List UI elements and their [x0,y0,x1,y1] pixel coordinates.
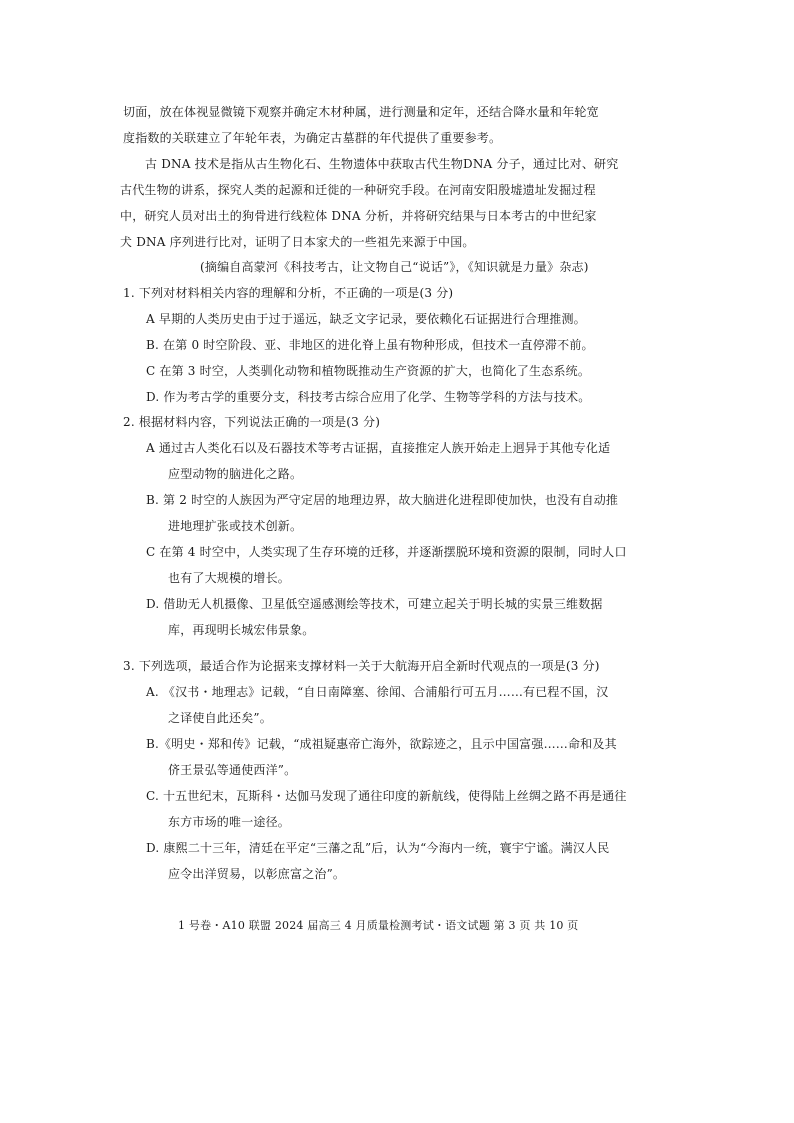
passage-line: 切面，放在体视显微镜下观察并确定木材种属，进行测量和定年，还结合降水量和年轮宽 [123,105,599,119]
passage-line: 古 DNA 技术是指从古生物化石、生物遗体中获取古代生物DNA 分子，通过比对、研究 [145,157,619,171]
question-1-option-a: A 早期的人类历史由于过于遥远，缺乏文字记录，要依赖化石证据进行合理推测。 [146,312,586,326]
question-2-option-a-cont: 应型动物的脑进化之路。 [168,467,303,481]
question-3-option-a: A. 《汉书・地理志》记载，“自日南障塞、徐闻、合浦船行可五月……有已程不国，汉 [146,685,609,699]
passage-line: 度指数的关联建立了年轮年表，为确定古墓群的年代提供了重要参考。 [123,131,502,145]
question-1-option-b: B. 在第 0 时空阶段、亚、非地区的进化脊上虽有物种形成，但技术一直停滞不前。 [146,338,594,352]
question-3-option-d: D. 康熙二十三年，清廷在平定“三藩之乱”后，认为“今海内一统，寰宇宁谧。满汉人民 [146,841,610,855]
question-3-option-c: C. 十五世纪末，瓦斯科・达伽马发现了通往印度的新航线，使得陆上丝绸之路不再是通往 [146,789,627,803]
question-3-option-a-cont: 之译使自此还矣”。 [168,711,272,725]
passage-line: 犬 DNA 序列进行比对，证明了日本家犬的一些祖先来源于中国。 [120,235,475,249]
question-3-option-b-cont: 侪王景弘等通使西洋”。 [168,763,297,777]
question-2-option-b-cont: 进地理扩张或技术创新。 [168,519,303,533]
question-1-option-c: C 在第 3 时空，人类驯化动物和植物既推动生产资源的扩大，也简化了生态系统。 [146,364,591,378]
question-2-stem: 2. 根据材料内容，下列说法正确的一项是(3 分) [123,415,381,429]
question-2-option-c-cont: 也有了大规模的增长。 [168,571,291,585]
question-3-option-b: B.《明史・郑和传》记载，“成祖疑惠帝亡海外，欲踪迹之，且示中国富强……命和及其 [146,737,617,751]
question-2-option-a: A 通过古人类化石以及石器技术等考古证据，直接推定人族开始走上迥异于其他专化适 [146,441,611,455]
question-3-option-c-cont: 东方市场的唯一途径。 [168,815,291,829]
question-1-option-d: D. 作为考古学的重要分支，科技考古综合应用了化学、生物等学科的方法与技术。 [146,390,591,404]
question-3-option-d-cont: 应令出洋贸易，以彰庶富之治”。 [168,867,346,881]
question-2-option-d-cont: 库，再现明长城宏伟景象。 [168,623,315,637]
question-1-stem: 1. 下列对材料相关内容的理解和分析，不正确的一项是(3 分) [123,286,454,300]
question-2-option-b: B. 第 2 时空的人族因为严守定居的地理边界，故大脑进化进程即使加快，也没有自动推 [146,493,619,507]
page-footer: 1 号卷・A10 联盟 2024 届高三 4 月质量检测考试・语文试题 第 3 页 共 10 页 [178,919,579,932]
passage-source: (摘编自高蒙河《科技考古，让文物自己“说话”》，《知识就是力量》杂志) [200,260,589,274]
question-2-option-d: D. 借助无人机摄像、卫星低空遥感测绘等技术，可建立起关于明长城的实景三维数据 [146,597,603,611]
passage-line: 中，研究人员对出土的狗骨进行线粒体 DNA 分析，并将研究结果与日本考古的中世纪家 [120,209,597,223]
question-2-option-c: C 在第 4 时空中，人类实现了生存环境的迁移，并逐渐摆脱环境和资源的限制，同时人口 [146,545,627,559]
question-3-stem: 3. 下列选项，最适合作为论据来支撑材料一关于大航海开启全新时代观点的一项是(3 分) [123,659,600,673]
passage-line: 古代生物的讲系，探究人类的起源和迁徙的一种研究手段。在河南安阳殷墟遗址发掘过程 [120,183,596,197]
